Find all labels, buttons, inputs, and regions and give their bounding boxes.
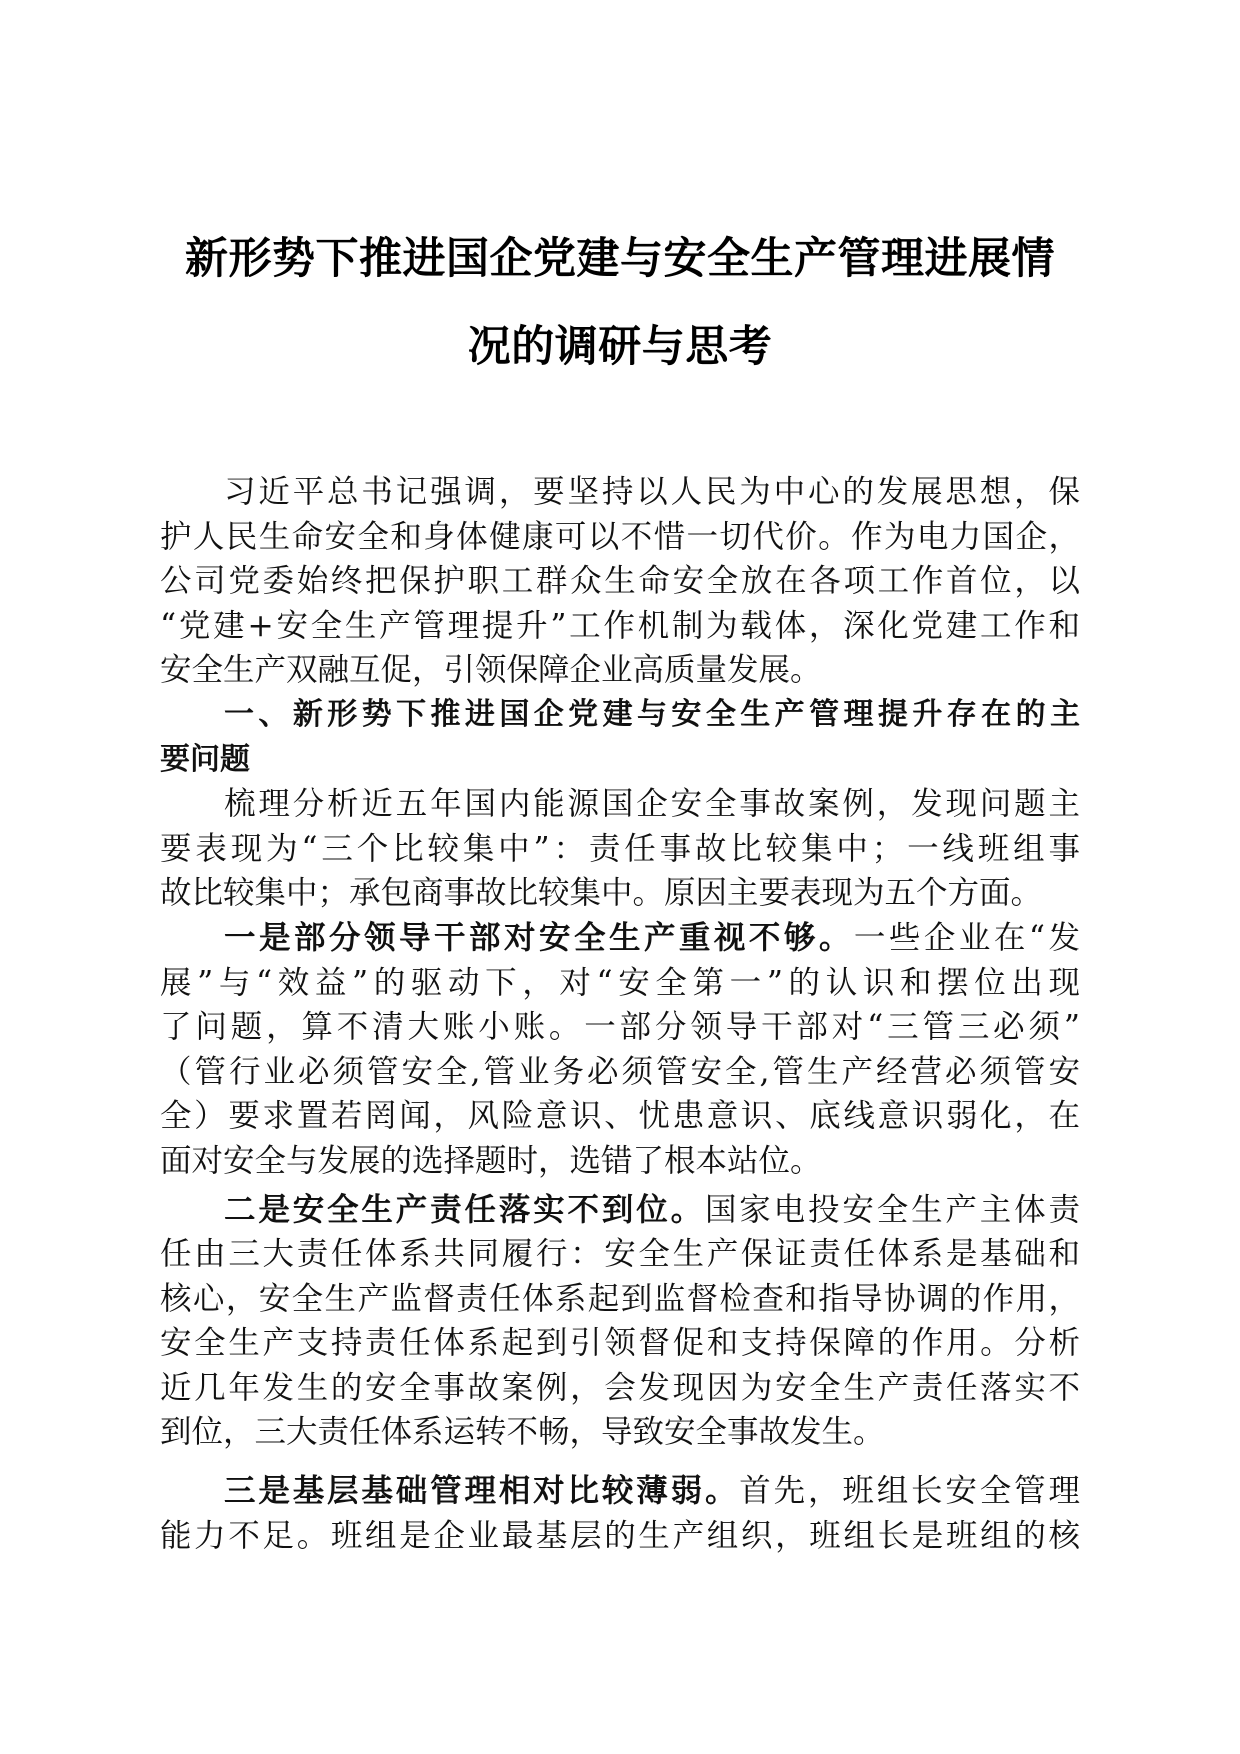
paragraph-line: 全）要求置若罔闻，风险意识、忧患意识、底线意识弱化，在 (160, 1098, 1080, 1135)
paragraph-line: （管行业必须管安全,管业务必须管安全,管生产经营必须管安 (160, 1053, 1080, 1090)
title-line-1: 新形势下推进国企党建与安全生产管理进展情 (185, 234, 1055, 284)
paragraph-line: 展”与“效益”的驱动下，对“安全第一”的认识和摆位出现 (160, 964, 1080, 1001)
paragraph-line (160, 1469, 1080, 1514)
paragraph-line: “党建+安全生产管理提升”工作机制为载体，深化党建工作和 (160, 607, 1080, 644)
paragraph-line: 核心，安全生产监督责任体系起到监督检查和指导协调的作用， (160, 1280, 1080, 1317)
paragraph-line (160, 1188, 1080, 1233)
paragraph-line: 故比较集中；承包商事故比较集中。原因主要表现为五个方面。 (160, 875, 1043, 912)
paragraph-line: 近几年发生的安全事故案例，会发现因为安全生产责任落实不 (160, 1369, 1080, 1406)
point-lead: 一是部分领导干部对安全生产重视不够。 (224, 918, 854, 956)
intro-paragraph (160, 470, 1080, 693)
document-body (160, 470, 1080, 1558)
paragraph-line (160, 916, 1080, 961)
title-line-2: 况的调研与思考 (467, 322, 773, 372)
paragraph-line: 安全生产支持责任体系起到引领督促和支持保障的作用。分析 (160, 1325, 1080, 1362)
document-title (140, 215, 1100, 391)
paragraph-line: 公司党委始终把保护职工群众生命安全放在各项工作首位，以 (160, 563, 1080, 600)
section-heading (160, 693, 1080, 782)
point-paragraph-1 (160, 916, 1080, 1184)
paragraph-line: 面对安全与发展的选择题时，选错了根本站位。 (160, 1142, 822, 1179)
paragraph-line: 到位，三大责任体系运转不畅，导致安全事故发生。 (160, 1414, 885, 1451)
paragraph-line: 要表现为“三个比较集中”：责任事故比较集中；一线班组事 (160, 830, 1080, 867)
point-text: 国家电投安全生产主体责 (704, 1191, 1080, 1228)
point-text: 首先，班组长安全管理 (739, 1473, 1080, 1510)
point-paragraph-3 (160, 1469, 1080, 1558)
section-paragraph (160, 782, 1080, 916)
paragraph-line: 能力不足。班组是企业最基层的生产组织，班组长是班组的核 (160, 1517, 1080, 1554)
section-heading-line-2: 要问题 (160, 741, 250, 777)
paragraph-line: 梳理分析近五年国内能源国企安全事故案例，发现问题主 (224, 786, 1080, 823)
paragraph-line: 任由三大责任体系共同履行：安全生产保证责任体系是基础和 (160, 1236, 1080, 1273)
paragraph-line: 护人民生命安全和身体健康可以不惜一切代价。作为电力国企， (160, 518, 1080, 555)
point-paragraph-2 (160, 1188, 1080, 1456)
paragraph-line: 安全生产双融互促，引领保障企业高质量发展。 (160, 652, 822, 689)
point-lead: 三是基层基础管理相对比较薄弱。 (224, 1472, 740, 1510)
paragraph-spacer (160, 1455, 1080, 1469)
point-lead: 二是安全生产责任落实不到位。 (224, 1190, 705, 1228)
point-text: 一些企业在“发 (853, 919, 1080, 956)
paragraph-line: 习近平总书记强调，要坚持以人民为中心的发展思想，保 (224, 474, 1080, 510)
section-heading-line-1: 一、新形势下推进国企党建与安全生产管理提升存在的主 (224, 696, 1080, 732)
paragraph-line: 了问题，算不清大账小账。一部分领导干部对“三管三必须” (160, 1009, 1080, 1046)
